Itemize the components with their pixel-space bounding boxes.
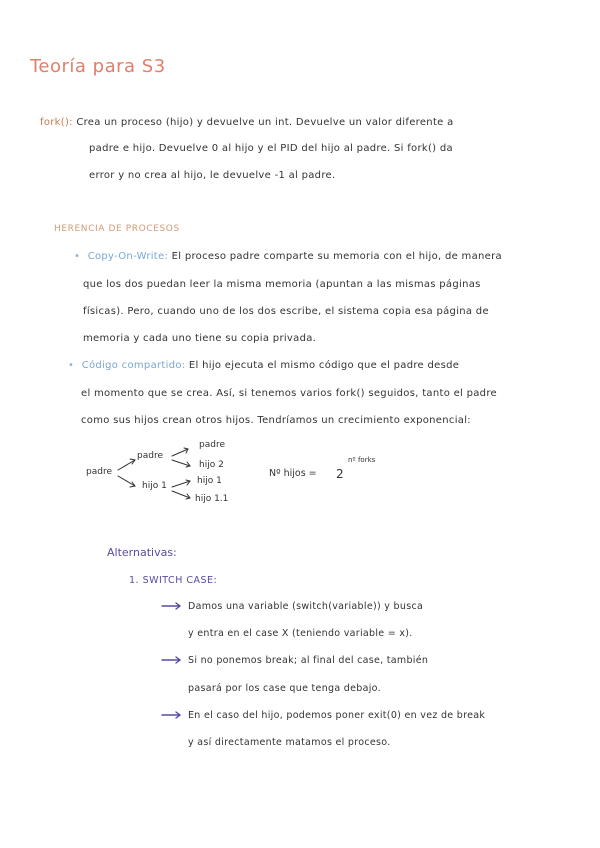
shared-code-text-1: El hijo ejecuta el mismo código que el padre desde (188, 360, 460, 371)
tree-node-padre-hijo2: hijo 2 (199, 460, 224, 470)
fork-term: fork(): (40, 117, 73, 128)
cow-line-4: memoria y cada uno tiene su copia privada. (83, 333, 317, 344)
shared-code-line-3: como sus hijos crean otros hijos. Tendríamos un crecimiento exponencial: (81, 415, 471, 426)
cow-term: Copy-On-Write: (87, 251, 169, 262)
alternatives-heading: Alternativas: (107, 546, 177, 559)
switch-arrow-3-line-2: y así directamente matamos el proceso. (188, 737, 391, 748)
fork-text-1: Crea un proceso (hijo) y devuelve un int. Devuelve un valor diferente a (76, 117, 454, 128)
switch-arrow-3-line-1: En el caso del hijo, podemos poner exit(0) en vez de break (188, 710, 486, 721)
tree-node-root: padre (86, 467, 112, 477)
cow-line-3: físicas). Pero, cuando uno de los dos escribe, el sistema copia esa página de (83, 306, 489, 317)
fork-definition-line-2: padre e hijo. Devuelve 0 al hijo y el PID del hijo al padre. Si fork() da (89, 143, 453, 154)
switch-arrow-2-line-1: Si no ponemos break; al final del case, también (188, 655, 429, 666)
page-title: Teoría para S3 (30, 56, 166, 77)
right-arrow-icon (162, 657, 180, 663)
shared-code-line-2: el momento que se crea. Así, si tenemos varios fork() seguidos, tanto el padre (81, 388, 497, 399)
tree-node-padre-padre: padre (199, 440, 225, 450)
bullet-dot-icon: • (68, 360, 75, 371)
alternative-item-switch-case: 1. SWITCH CASE: (129, 575, 218, 586)
fork-definition-line-3: error y no crea al hijo, le devuelve -1 al padre. (89, 170, 336, 181)
right-arrow-icon (162, 603, 180, 609)
cow-line-2: que los dos puedan leer la misma memoria (apuntan a las mismas páginas (83, 279, 481, 290)
bullet-dot-icon: • (74, 251, 81, 262)
switch-arrow-1-line-1: Damos una variable (switch(variable)) y busca (188, 601, 424, 612)
formula-base: 2 (336, 467, 344, 481)
shared-code-term: Código compartido: (81, 360, 186, 371)
cow-text-1: El proceso padre comparte su memoria con el hijo, de manera (171, 251, 502, 262)
formula-exponent: nº forks (348, 456, 376, 464)
switch-arrow-1-line-2: y entra en el case X (teniendo variable = x). (188, 628, 413, 639)
section-heading-herencia: HERENCIA DE PROCESOS (54, 224, 180, 234)
tree-node-padre: padre (137, 451, 163, 461)
formula-label: Nº hijos = (269, 468, 317, 479)
tree-node-hijo1-hijo1: hijo 1 (197, 476, 222, 486)
tree-node-hijo1-hijo11: hijo 1.1 (195, 494, 229, 504)
switch-arrow-2-line-2: pasará por los case que tenga debajo. (188, 683, 381, 694)
right-arrow-icon (162, 712, 180, 718)
tree-node-hijo1: hijo 1 (142, 481, 167, 491)
